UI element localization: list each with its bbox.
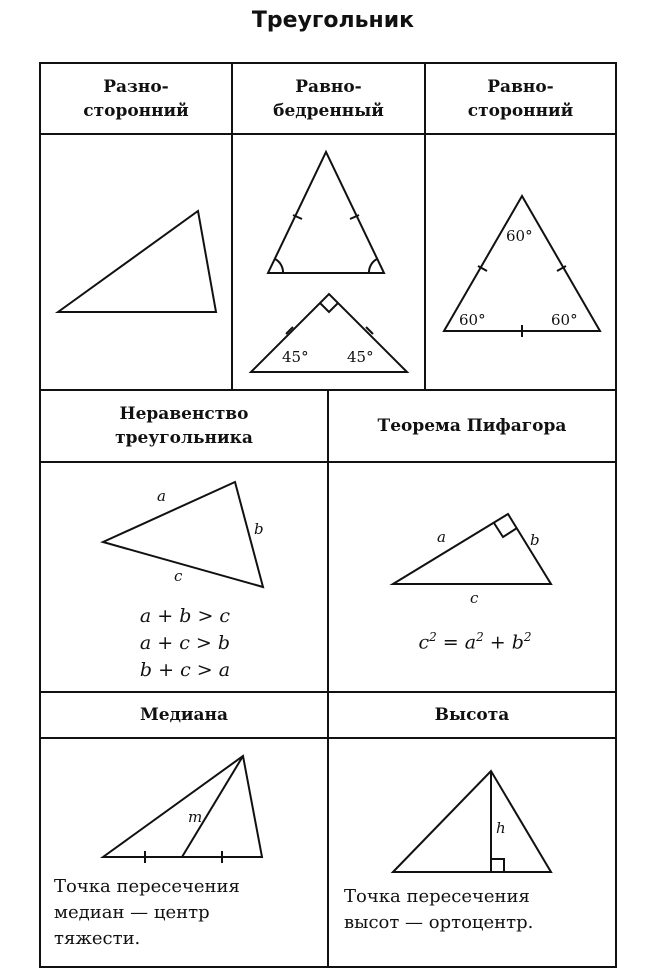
header-equilateral-line1: Равно- bbox=[487, 76, 554, 97]
angle-label-45-left: 45° bbox=[282, 348, 309, 366]
angle-label-60-right: 60° bbox=[551, 311, 578, 329]
pf-eq: = bbox=[436, 631, 465, 654]
angle-label-45-right: 45° bbox=[347, 348, 374, 366]
altitude-triangle bbox=[393, 771, 551, 872]
altitude-caption-line1: Точка пересечения bbox=[344, 886, 530, 907]
altitude-caption-line2: высот — ортоцентр. bbox=[344, 912, 534, 933]
side-label-a-inequality: a bbox=[157, 487, 166, 505]
header-scalene-line2: сторонний bbox=[83, 100, 189, 121]
header-inequality-line1: Неравенство bbox=[119, 404, 249, 424]
angle-label-60-left: 60° bbox=[459, 311, 486, 329]
side-label-c-pythagoras: c bbox=[470, 589, 479, 607]
side-label-b-inequality: b bbox=[254, 520, 264, 538]
header-altitude-text: Высота bbox=[434, 705, 510, 725]
pf-a: a bbox=[464, 631, 477, 654]
median-label-m: m bbox=[188, 808, 203, 826]
median-caption-line1: Точка пересечения bbox=[54, 876, 240, 897]
header-inequality-line2: треугольника bbox=[115, 428, 253, 448]
page-title: Треугольник bbox=[251, 8, 415, 33]
inequality-formula-2: a + c > b bbox=[139, 632, 231, 654]
header-equilateral-line2: сторонний bbox=[467, 100, 574, 121]
angle-label-60-top: 60° bbox=[506, 227, 533, 245]
median-caption-line2: медиан — центр bbox=[54, 902, 210, 923]
median-triangle bbox=[103, 756, 262, 863]
altitude-caption bbox=[344, 884, 612, 936]
inequality-formula-3: b + c > a bbox=[139, 659, 231, 681]
header-isosceles-line1: Равно- bbox=[295, 76, 362, 97]
header-median-text: Медиана bbox=[139, 705, 229, 725]
inequality-formula-1: a + b > c bbox=[139, 605, 231, 627]
side-label-a-pythagoras: a bbox=[437, 528, 446, 546]
pf-b: b bbox=[511, 631, 524, 654]
side-label-b-pythagoras: b bbox=[530, 531, 540, 549]
header-isosceles-line2: бедренный bbox=[273, 100, 384, 121]
header-scalene-line1: Разно- bbox=[103, 76, 169, 97]
pf-c: c bbox=[418, 631, 430, 654]
pf-plus: + bbox=[483, 631, 512, 654]
altitude-label-h: h bbox=[496, 819, 506, 837]
header-pythagoras-text: Теорема Пифагора bbox=[377, 416, 567, 436]
median-caption bbox=[54, 874, 324, 952]
pf-exp1: 2 bbox=[429, 630, 437, 644]
pf-exp2: 2 bbox=[476, 630, 484, 644]
median-caption-line3: тяжести. bbox=[54, 928, 141, 949]
side-label-c-inequality: c bbox=[174, 567, 183, 585]
pf-exp3: 2 bbox=[523, 630, 532, 644]
